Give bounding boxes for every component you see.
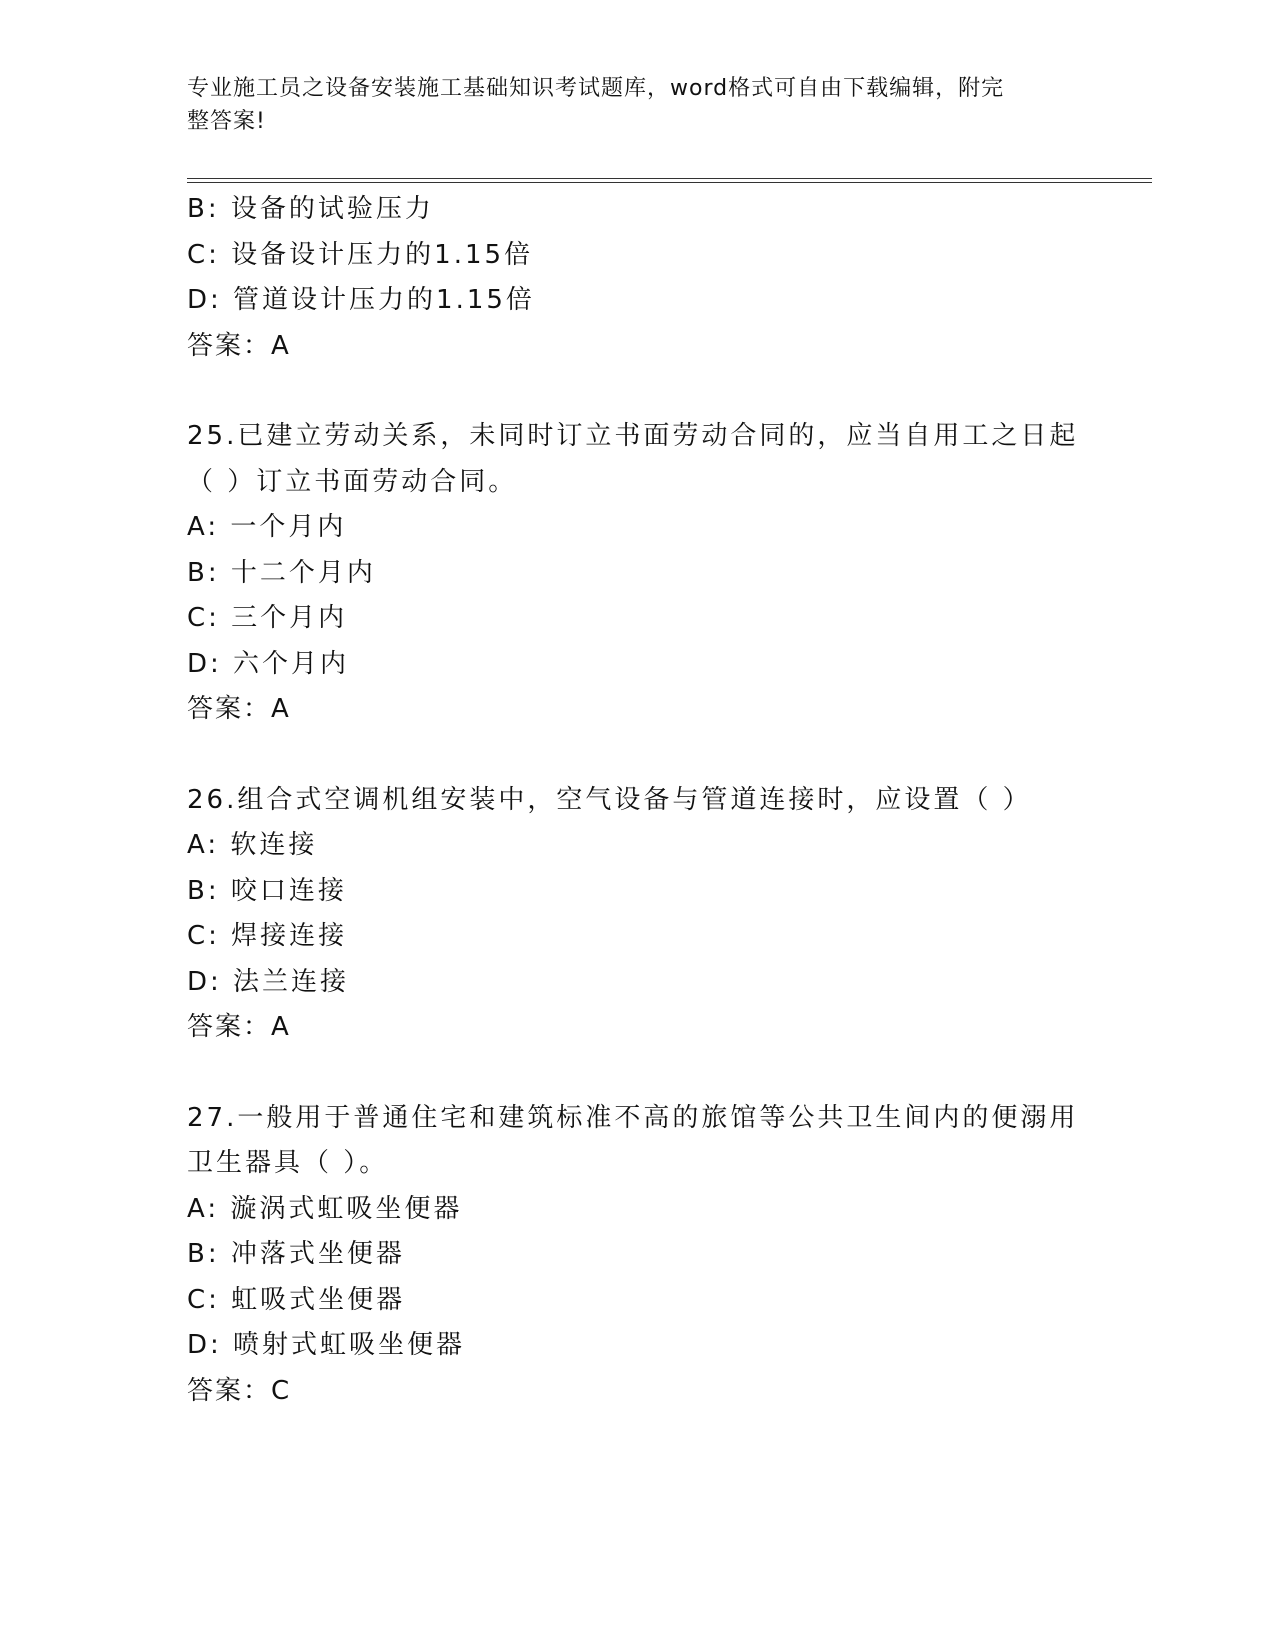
option-b: B: 咬口连接	[187, 875, 347, 906]
option-b: B: 设备的试验压力	[187, 194, 434, 224]
question-list	[187, 187, 1087, 1414]
option-a: A: 软连接	[187, 830, 318, 860]
question-24-continued	[187, 187, 1087, 369]
option-a: A: 一个月内	[187, 512, 347, 542]
question-stem-line-2: 卫生器具（ ）。	[187, 1148, 389, 1178]
header-divider-bottom	[187, 182, 1152, 183]
option-a: A: 漩涡式虹吸坐便器	[187, 1193, 463, 1224]
question-27	[187, 1096, 1087, 1415]
answer: 答案：A	[187, 330, 291, 361]
question-26	[187, 778, 1087, 1051]
question-stem-line-1: 26.组合式空调机组安装中，空气设备与管道连接时，应设置（ ）	[187, 784, 1032, 815]
question-25	[187, 414, 1087, 733]
option-c: C: 设备设计压力的1.15倍	[187, 239, 534, 270]
answer: 答案：A	[187, 694, 291, 724]
option-d: D: 管道设计压力的1.15倍	[187, 285, 535, 315]
option-d: D: 喷射式虹吸坐便器	[187, 1330, 466, 1360]
question-stem-line-1: 27.一般用于普通住宅和建筑标准不高的旅馆等公共卫生间内的便溺用	[187, 1102, 1079, 1133]
answer: 答案：A	[187, 1012, 291, 1042]
header-title-line-2: 整答案!	[187, 109, 266, 134]
option-c: C: 三个月内	[187, 603, 348, 633]
question-stem-line-1: 25.已建立劳动关系，未同时订立书面劳动合同的，应当自用工之日起	[187, 421, 1079, 451]
question-stem-line-2: （ ）订立书面劳动合同。	[187, 466, 518, 497]
header-title-line-1: 专业施工员之设备安装施工基础知识考试题库，word格式可自由下载编辑，附完	[187, 76, 1005, 101]
option-d: D: 六个月内	[187, 648, 350, 679]
document-header	[187, 72, 1067, 138]
option-b: B: 十二个月内	[187, 557, 376, 588]
header-divider-top	[187, 178, 1152, 179]
option-c: C: 焊接连接	[187, 921, 348, 951]
option-b: B: 冲落式坐便器	[187, 1239, 405, 1269]
option-c: C: 虹吸式坐便器	[187, 1284, 406, 1315]
answer: 答案：C	[187, 1375, 292, 1406]
option-d: D: 法兰连接	[187, 966, 350, 997]
